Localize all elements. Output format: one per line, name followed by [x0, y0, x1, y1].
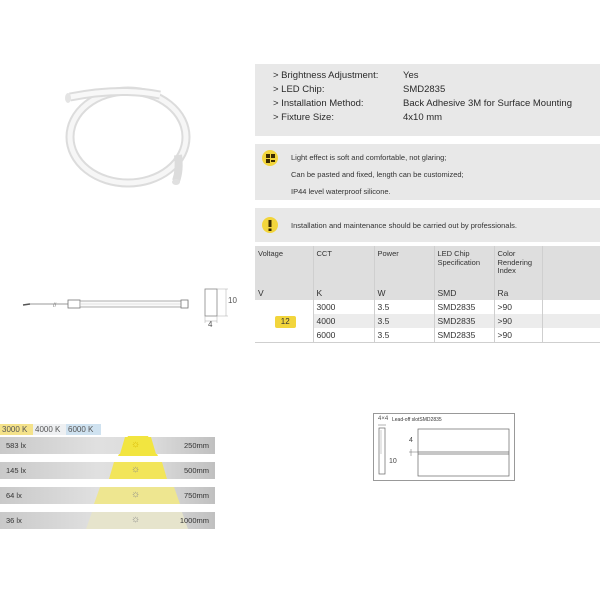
- spec-value-fixture-size: 4x10 mm: [403, 112, 443, 123]
- distance-value: 750mm: [183, 491, 209, 500]
- spec-label-fixture-size: > Fixture Size:: [273, 112, 334, 123]
- cell-cct: 3000: [313, 300, 374, 314]
- strip-drawing: [20, 290, 190, 320]
- section-dim-small: 4: [409, 437, 413, 444]
- header-power: Power W: [374, 246, 434, 300]
- dimension-width: 4: [208, 320, 213, 329]
- distance-value: 1000mm: [179, 516, 209, 525]
- sun-icon: ☼: [131, 489, 141, 500]
- cell-cct: 4000: [313, 314, 374, 328]
- cell-empty: [542, 314, 600, 328]
- section-dim-large: 10: [389, 458, 397, 465]
- header-cri: Color Rendering Index Ra: [494, 246, 542, 300]
- cct-tab-6000k[interactable]: 6000 K: [66, 424, 101, 435]
- cross-section-drawing: [200, 285, 245, 327]
- sun-icon: ☼: [131, 464, 141, 475]
- distance-value: 250mm: [183, 441, 209, 450]
- cell-power: 3.5: [374, 328, 434, 343]
- feature-line: Can be pasted and fixed, length can be customized;: [291, 170, 464, 179]
- distance-value: 500mm: [183, 466, 209, 475]
- voltage-badge: 12: [275, 316, 296, 328]
- cell-empty: [542, 300, 600, 314]
- illuminance-row: [0, 437, 215, 454]
- feature-line: Light effect is soft and comfortable, not glaring;: [291, 153, 447, 162]
- cct-tab-3000k[interactable]: 3000 K: [0, 424, 35, 435]
- lux-value: 583 lx: [6, 441, 27, 450]
- illuminance-row: [0, 487, 215, 504]
- cell-chip: SMD2835: [434, 314, 494, 328]
- cell-chip: SMD2835: [434, 328, 494, 343]
- exclamation-icon: [262, 217, 278, 233]
- lux-value: 145 lx: [6, 466, 27, 475]
- sun-icon: ☼: [131, 514, 141, 525]
- spec-label-installation: > Installation Method:: [273, 98, 364, 109]
- header-voltage: Voltage V: [255, 246, 313, 300]
- svg-text://: //: [53, 303, 57, 309]
- spec-value-installation: Back Adhesive 3M for Surface Mounting: [403, 98, 572, 109]
- header-empty: [542, 246, 600, 300]
- product-image: [50, 65, 205, 205]
- dimension-height: 10: [228, 296, 237, 305]
- feature-line: IP44 level waterproof silicone.: [291, 187, 391, 196]
- illuminance-row: [0, 462, 215, 479]
- warning-text: Installation and maintenance should be carried out by professionals.: [291, 221, 517, 230]
- header-led-chip: LED Chip Specification SMD: [434, 246, 494, 300]
- lux-value: 64 lx: [6, 491, 22, 500]
- voltage-cell: [255, 300, 313, 343]
- cell-chip: SMD2835: [434, 300, 494, 314]
- spec-label-brightness: > Brightness Adjustment:: [273, 70, 379, 81]
- sun-icon: ☼: [131, 439, 141, 450]
- cell-cct: 6000: [313, 328, 374, 343]
- section-title-dim: 4×4: [378, 416, 389, 422]
- cell-cri: >90: [494, 300, 542, 314]
- spec-value-brightness: Yes: [403, 70, 419, 81]
- lux-value: 36 lx: [6, 516, 22, 525]
- spec-label-led-chip: > LED Chip:: [273, 84, 325, 95]
- spec-value-led-chip: SMD2835: [403, 84, 446, 95]
- section-title: Lead-off slotSMD2835: [392, 417, 442, 423]
- cell-cri: >90: [494, 328, 542, 343]
- header-cct: CCT K: [313, 246, 374, 300]
- illuminance-row: [0, 512, 215, 529]
- table-row: [255, 300, 600, 314]
- cell-power: 3.5: [374, 300, 434, 314]
- cell-power: 3.5: [374, 314, 434, 328]
- cell-empty: [542, 328, 600, 343]
- table-header-row: [255, 246, 600, 300]
- section-drawing: [373, 413, 515, 481]
- cell-cri: >90: [494, 314, 542, 328]
- spec-table: [255, 246, 600, 343]
- cct-tab-4000k[interactable]: 4000 K: [33, 424, 68, 435]
- grid-icon: [262, 150, 278, 166]
